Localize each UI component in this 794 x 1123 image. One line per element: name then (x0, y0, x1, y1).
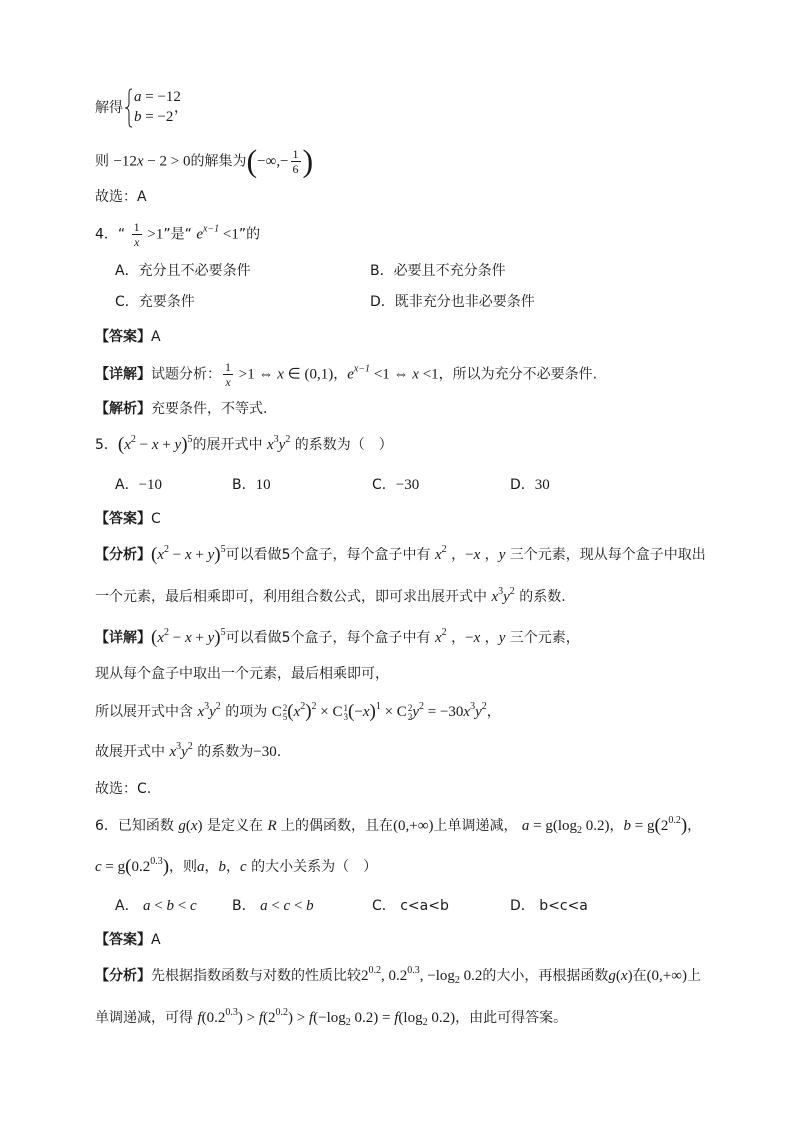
solve-label: 解得 (95, 100, 123, 116)
text-run: ， (480, 630, 499, 646)
math-text: −10 (138, 477, 163, 493)
math-variable: x (473, 630, 481, 646)
text-run: ”的 (238, 226, 261, 243)
system-comma: ， (174, 100, 188, 116)
text-run: 的展开式中 (192, 437, 267, 453)
text-run: A (151, 932, 161, 948)
fraction-numerator: 1 (225, 360, 231, 374)
text-run: ， (446, 630, 466, 646)
superscript: 0.3 (150, 856, 163, 867)
text-run: 的系数为（ ） (290, 437, 393, 453)
q4-answer (95, 325, 161, 349)
system-equation-b (134, 108, 173, 126)
superscript: 2 (215, 701, 221, 712)
text-run: ， (204, 859, 219, 875)
superscript: 0.3 (225, 1007, 238, 1018)
math-variable: e (196, 226, 203, 243)
math-variable: x (136, 153, 144, 170)
math-variable: b (134, 109, 142, 125)
left-brace-icon (124, 88, 134, 128)
bold-label: 【答案】 (95, 511, 151, 527)
combination-superscript: 2 (407, 702, 413, 713)
math-variable: x (277, 366, 284, 383)
q5-option-c (372, 473, 419, 497)
math-text: − (169, 630, 185, 646)
math-text: ) > (288, 1010, 309, 1026)
text-run: B． (232, 898, 261, 914)
text-run: ，则 (169, 859, 198, 875)
math-text: = g (631, 818, 655, 834)
math-variable: x (184, 630, 192, 646)
text-run: 5． (95, 437, 118, 453)
math-text: 30 (534, 477, 550, 493)
math-variable: x (151, 437, 159, 453)
text-run: C． (372, 477, 396, 493)
math-variable: e (347, 366, 354, 383)
math-text: + (191, 547, 208, 563)
math-text: <1 ⇔ (370, 366, 413, 383)
q6-answer (95, 928, 161, 952)
text-run: 则 (95, 153, 114, 170)
math-text: <1 (219, 226, 239, 243)
combination (333, 700, 349, 725)
math-variable: y (498, 630, 506, 646)
parenthesis: ( (348, 701, 355, 722)
fraction (132, 221, 142, 248)
math-text: < (290, 898, 307, 914)
q6-stem-line (95, 814, 701, 838)
q6-analysis-line (95, 964, 701, 988)
q4-option-c (115, 290, 195, 314)
combination (397, 700, 413, 725)
math-variable: x (362, 704, 370, 720)
parenthesis: ( (151, 544, 158, 565)
superscript: 2 (300, 701, 306, 712)
text-run: ， (480, 547, 499, 563)
math-variable: c (240, 859, 247, 875)
superscript: 3 (470, 701, 476, 712)
math-text: < (267, 898, 284, 914)
math-variable: x (124, 437, 131, 453)
math-text: ) > (237, 1010, 259, 1026)
q5-stem (95, 433, 393, 457)
text-run: 故展开式中 (95, 744, 170, 760)
combination-subscript: 3 (343, 711, 349, 722)
text-run: 在 (632, 968, 647, 984)
text-run: A．充分且不必要条件 (115, 263, 251, 279)
superscript: 3 (273, 434, 279, 445)
math-variable: x (293, 704, 301, 720)
parenthesis: ( (151, 627, 158, 648)
bold-label: 【分析】 (95, 968, 151, 984)
math-text: (log (398, 1010, 423, 1026)
text-run: B．必要且不充分条件 (370, 263, 506, 279)
text-run: 先根据指数函数与对数的性质比较 (151, 968, 361, 984)
math-variable: x (157, 547, 164, 563)
math-text: −30 (395, 477, 420, 493)
parenthesis: ( (654, 815, 661, 836)
q4-option-a (115, 259, 251, 283)
superscript: 2 (509, 586, 515, 597)
math-text: (0.2 (201, 1010, 226, 1026)
math-text: >1 (143, 226, 164, 243)
math-text: 0.2) (427, 1010, 456, 1026)
math-text: 0.2 (131, 859, 151, 875)
math-variable: y (503, 589, 510, 605)
text-run: 是定义在 (202, 818, 268, 834)
superscript: 0.3 (407, 965, 420, 976)
math-text: 2 (361, 968, 369, 984)
bold-label: 【答案】 (95, 329, 151, 345)
superscript: 2 (285, 434, 291, 445)
math-text: −∞,− (257, 153, 289, 170)
math-variable: c (95, 859, 102, 875)
superscript: 0.2 (668, 815, 681, 826)
text-run: 的大小，再根据函数 (482, 968, 609, 984)
text-run: 三个元素，现从每个盒子中取出 (505, 547, 706, 563)
superscript: x−1 (202, 223, 220, 235)
q4-detail (95, 360, 598, 389)
math-text: < (150, 898, 167, 914)
text-run: 故选：C. (95, 781, 152, 797)
math-text: = −12 (141, 89, 181, 105)
math-text: 2 (660, 818, 669, 834)
text-run: ， (226, 859, 241, 875)
math-text: ∈ (0,1) (283, 366, 334, 383)
subscript: 2 (454, 975, 460, 986)
math-text: − (465, 630, 474, 646)
math-variable: y (207, 547, 215, 563)
math-variable: x (157, 630, 164, 646)
text-run: 可以看做5个盒子，每个盒子中有 (225, 630, 435, 646)
math-text: − (135, 437, 152, 453)
text-run: B． (232, 477, 256, 493)
math-variable: a (143, 898, 151, 914)
math-variable: a (260, 898, 268, 914)
text-run: D．既非充分也非必要条件 (370, 294, 535, 310)
q5-answer (95, 507, 161, 531)
math-variable: x (190, 818, 198, 834)
math-variable: y (207, 630, 215, 646)
text-run: A． (115, 477, 139, 493)
math-text: , 0.2 (381, 968, 408, 984)
math-variable: y (209, 704, 216, 720)
text-run: 一个元素，最后相乘即可，利用组合数公式，即可求出展开式中 (95, 589, 492, 605)
text-run: C．充要条件 (115, 294, 195, 310)
math-variable: y (278, 437, 286, 453)
parenthesis: ( (125, 856, 132, 877)
parenthesis: ) (214, 627, 221, 648)
math-variable: b (166, 898, 174, 914)
math-text: ) (197, 818, 203, 834)
q5-option-b (232, 473, 271, 497)
superscript: 5 (187, 434, 193, 445)
superscript: 2 (441, 544, 447, 555)
math-text: 0.2) (582, 818, 610, 834)
parenthesis: ) (305, 701, 312, 722)
combination-subscript: 2 (407, 711, 413, 722)
math-variable: R (267, 818, 277, 834)
text-run: ，所以为充分不必要条件. (438, 366, 598, 383)
math-text: 0.2 (459, 968, 483, 984)
math-variable: x (434, 547, 442, 563)
large-parenthesis: ) (302, 142, 314, 179)
text-run: 的项为 (220, 704, 272, 720)
q6-option-c (372, 894, 449, 918)
math-variable: x (412, 366, 419, 383)
subscript: 2 (577, 825, 583, 836)
text-run: 单调递减，可得 (95, 1010, 198, 1026)
q4-analysis (95, 397, 267, 421)
math-variable: c (189, 898, 197, 914)
q5-choice (95, 777, 151, 801)
math-variable: a (197, 859, 205, 875)
superscript: 2 (187, 741, 193, 752)
math-text: 10 (255, 477, 271, 493)
math-text: < (174, 898, 190, 914)
combination-superscript: 1 (343, 702, 349, 713)
q5-analysis-line (95, 585, 566, 609)
fraction-numerator: 1 (133, 220, 140, 234)
math-variable: b (218, 859, 227, 875)
fraction-numerator: 1 (292, 147, 299, 161)
subscript: 2 (422, 1017, 428, 1028)
fraction-denominator: 6 (292, 162, 299, 176)
parenthesis: ) (162, 856, 170, 877)
math-text: (−log (313, 1010, 346, 1026)
math-text: 0.2) = (350, 1010, 395, 1026)
math-variable: x (184, 547, 192, 563)
superscript: 2 (418, 701, 424, 712)
bold-label: 【答案】 (95, 932, 151, 948)
q5-analysis-line (95, 543, 706, 567)
fraction (223, 361, 233, 388)
large-parenthesis: ( (246, 142, 258, 179)
parenthesis: ) (680, 815, 688, 836)
parenthesis: ( (287, 701, 294, 722)
math-variable: f (308, 1010, 314, 1026)
math-text: , −log (419, 968, 455, 984)
text-run: 的系数. (514, 589, 566, 605)
math-variable: f (394, 1010, 399, 1026)
math-variable: a (521, 818, 530, 834)
math-variable: y (475, 704, 482, 720)
text-run: 上 (686, 968, 701, 984)
math-variable: f (258, 1010, 264, 1026)
math-text: (0,+∞) (393, 818, 434, 834)
superscript: 0.2 (368, 965, 381, 976)
math-text: ) (627, 968, 633, 984)
math-variable: x (434, 630, 442, 646)
superscript: 1 (375, 701, 381, 712)
superscript: 0.2 (275, 1007, 289, 1018)
text-run: ， (609, 818, 624, 834)
text-run: ，由此可得答案。 (455, 1010, 568, 1026)
text-run: 的解集为 (190, 153, 247, 170)
bold-label: 【详解】 (95, 366, 151, 383)
superscript: x−1 (353, 363, 371, 375)
q4-option-d (370, 290, 535, 314)
parenthesis: ( (117, 434, 125, 455)
q6-analysis-line (95, 1006, 567, 1030)
superscript: 3 (204, 701, 210, 712)
bold-label: 【解析】 (95, 401, 151, 417)
q6-stem-line (95, 855, 377, 879)
q5-detail-line (95, 662, 389, 686)
q6-option-b (232, 894, 314, 918)
q6-option-a (115, 894, 197, 918)
math-text: + (158, 437, 175, 453)
math-variable: x (463, 704, 471, 720)
math-text: − (354, 704, 363, 720)
superscript: 2 (311, 701, 317, 712)
text-run: 上单调递减， (433, 818, 522, 834)
fraction (291, 148, 301, 175)
text-run: . (276, 744, 282, 760)
math-variable: y (498, 547, 506, 563)
q5-option-a (115, 473, 162, 497)
math-variable: a (134, 89, 142, 105)
math-variable: b (623, 818, 632, 834)
text-run: C (151, 511, 161, 527)
math-text: = −30 (423, 704, 464, 720)
math-text: (0,+∞) (646, 968, 687, 984)
math-text: >1 ⇔ (235, 366, 278, 383)
q5-detail-line (95, 626, 580, 650)
math-variable: x (169, 744, 177, 760)
superscript: 2 (164, 627, 169, 638)
math-variable: g (608, 968, 616, 984)
text-run: 三个元素， (505, 630, 580, 646)
q5-detail-line (95, 700, 501, 724)
text-run: 所以展开式中含 (95, 704, 198, 720)
math-text: = g (101, 859, 126, 875)
text-run: 4．“ (95, 226, 130, 243)
math-variable: f (197, 1010, 202, 1026)
q3-solution-set (95, 142, 314, 179)
combination (272, 700, 288, 725)
text-run: b<c<a (539, 898, 588, 914)
text-run: ”是“ (163, 226, 197, 243)
math-text: −30 (253, 744, 277, 760)
math-variable: y (181, 744, 188, 760)
parenthesis: ) (181, 434, 188, 455)
math-text: × (380, 704, 397, 720)
math-text: (2 (263, 1010, 276, 1026)
math-text: = −2 (141, 109, 174, 125)
superscript: 2 (130, 434, 136, 445)
math-variable: y (174, 437, 182, 453)
text-run: c<a<b (400, 898, 449, 914)
text-run: 的系数为 (192, 744, 254, 760)
q4-stem (95, 220, 261, 249)
math-variable: y (412, 704, 419, 720)
text-run: ， (446, 547, 466, 563)
superscript: 2 (441, 627, 447, 638)
math-variable: c (283, 898, 291, 914)
math-variable: x (266, 437, 274, 453)
text-run: A (151, 329, 161, 345)
superscript: 2 (164, 544, 169, 555)
q3-choice (95, 185, 147, 209)
text-run: D． (510, 898, 540, 914)
bold-label: 【分析】 (95, 547, 151, 563)
text-run: 的大小关系为（ ） (246, 859, 378, 875)
math-variable: b (306, 898, 314, 914)
text-run: ， (486, 704, 501, 720)
subscript: 2 (345, 1017, 351, 1028)
math-text: <1 (418, 366, 439, 383)
combination-symbol: C (396, 704, 407, 720)
math-variable: x (473, 547, 481, 563)
text-run: 现从每个盒子中取出一个元素，最后相乘即可， (95, 666, 389, 682)
text-run: 可以看做5个盒子，每个盒子中有 (225, 547, 435, 563)
combination-superscript: 2 (282, 702, 288, 713)
combination-symbol: C (271, 704, 282, 720)
combination-symbol: C (332, 704, 343, 720)
text-run: 充要条件，不等式. (151, 401, 268, 417)
math-text: ( (185, 818, 191, 834)
text-run: ， (333, 366, 348, 383)
math-text: − (169, 547, 185, 563)
combination-subscript: 5 (282, 711, 288, 722)
math-text: − 2 > 0 (143, 153, 191, 170)
math-text: −12 (113, 153, 137, 170)
parenthesis: ) (214, 544, 221, 565)
superscript: 2 (481, 701, 487, 712)
text-run: A． (115, 898, 144, 914)
q5-detail-line (95, 740, 281, 764)
math-text: × (316, 704, 333, 720)
text-run: ， (687, 818, 702, 834)
math-variable: g (178, 818, 186, 834)
text-run: C． (372, 898, 401, 914)
superscript: 5 (220, 627, 226, 638)
q5-option-d (510, 473, 550, 497)
q4-option-b (370, 259, 506, 283)
text-run: 试题分析： (151, 366, 221, 383)
text-run: 6．已知函数 (95, 818, 179, 834)
text-run: 故选：A (95, 189, 147, 205)
parenthesis: ) (369, 701, 376, 722)
superscript: 3 (176, 741, 182, 752)
math-text: − (465, 547, 474, 563)
superscript: 5 (220, 544, 226, 555)
bold-label: 【详解】 (95, 630, 151, 646)
fraction-denominator: x (225, 375, 231, 389)
math-text: = g(log (529, 818, 578, 834)
math-variable: x (620, 968, 628, 984)
math-text: + (191, 630, 208, 646)
text-run: D． (510, 477, 535, 493)
math-text: ( (615, 968, 621, 984)
text-run: 上的偶函数，且在 (276, 818, 394, 834)
math-variable: x (197, 704, 205, 720)
fraction-denominator: x (133, 235, 140, 249)
math-variable: x (491, 589, 499, 605)
q6-option-d (510, 894, 588, 918)
superscript: 3 (498, 586, 504, 597)
